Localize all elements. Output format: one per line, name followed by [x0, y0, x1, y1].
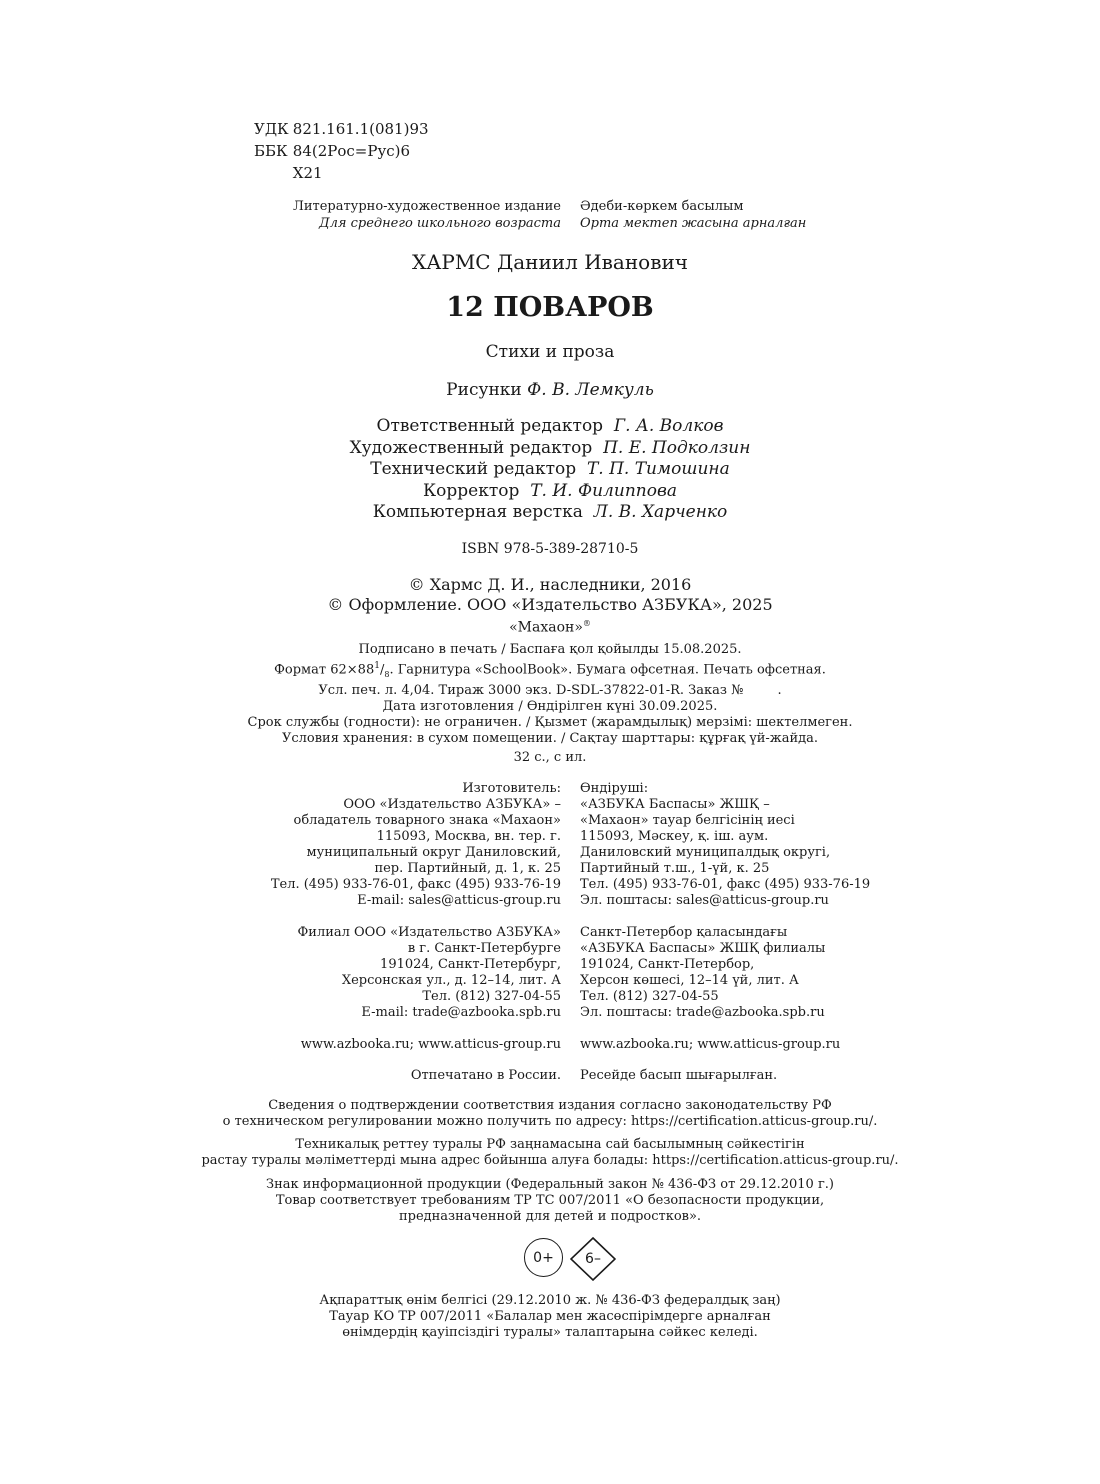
- udk-value: 821.161.1(081)93: [292, 120, 429, 138]
- edition-age-ru: Для среднего школьного возраста: [319, 216, 561, 231]
- book-subtitle: Стихи и проза: [485, 342, 615, 362]
- branch-line: 191024, Санкт-Петербург,: [380, 957, 561, 972]
- illustrations-label: Рисунки: [446, 380, 522, 400]
- format-line: Формат $62\times 88^1/_8$. Гарнитура «SchoolBook». Бумага офсетная. Печать офсетная.: [274, 661, 826, 679]
- edition-age-kz: Орта мектеп жасына арналған: [580, 216, 807, 231]
- manufacturer-ru: [271, 781, 561, 909]
- manufacture-date: Дата изготовления / Өндірілген күні 30.09.2025.: [382, 698, 718, 714]
- branch-line: Херсон көшесі, 12–14 үй, лит. А: [580, 973, 799, 988]
- staff-row: [0, 416, 1100, 438]
- manufacturer-line: «АЗБУКА Баспасы» ЖШҚ –: [580, 797, 770, 812]
- manufacturer-line: Эл. поштасы: sales@atticus-group.ru: [580, 893, 829, 908]
- websites-kz: www.azbooka.ru; www.atticus-group.ru: [580, 1037, 841, 1052]
- manufacturer-line: «Махаон» тауар белгісінің иесі: [580, 813, 795, 828]
- volume-line: Усл. печ. л. 4,04. Тираж 3000 экз. D-SDL-37822-01-R. Заказ № .: [318, 682, 782, 698]
- staff-row: [0, 459, 1100, 481]
- websites-ru: www.azbooka.ru; www.atticus-group.ru: [300, 1037, 561, 1052]
- isbn: ISBN 978-5-389-28710-5: [461, 541, 639, 557]
- branch-line: Эл. поштасы: trade@azbooka.spb.ru: [580, 1005, 825, 1020]
- author-name: ХАРМС Даниил Иванович: [411, 250, 689, 274]
- branch-line: E-mail: trade@azbooka.spb.ru: [361, 1005, 561, 1020]
- manufacturer-line: Тел. (495) 933-76-01, факс (495) 933-76-19: [580, 877, 871, 892]
- staff-name: Г. А. Волков: [613, 416, 724, 436]
- printed-in-ru: Отпечатано в России.: [410, 1068, 561, 1083]
- author-mark: Х21: [292, 164, 323, 182]
- illustrator-name: Ф. В. Лемкуль: [527, 380, 654, 400]
- brand-name: «Махаон»: [509, 619, 583, 636]
- manufacturer-line: Даниловский муниципалдық округі,: [580, 845, 831, 860]
- age-badges: [524, 1237, 618, 1281]
- staff-name: П. Е. Подколзин: [603, 437, 751, 458]
- branch-line: Тел. (812) 327-04-55: [422, 989, 561, 1004]
- staff-role: Компьютерная верстка: [372, 502, 583, 522]
- page-count: 32 с., с ил.: [513, 750, 587, 765]
- staff-name: Т. И. Филиппова: [530, 480, 677, 501]
- storage-conditions: Условия хранения: в сухом помещении. / Сақтау шарттары: құрғақ үй-жайда.: [281, 730, 819, 746]
- service-life: Срок службы (годности): не ограничен. / Қызмет (жарамдылық) мерзімі: шектелмеген.: [247, 714, 853, 730]
- brand-line: [0, 614, 1100, 638]
- manufacturer-line: Партийный т.ш., 1-үй, к. 25: [580, 861, 770, 876]
- edition-type-ru: Литературно-художественное издание: [293, 199, 561, 214]
- branch-ru: [298, 925, 562, 1021]
- printed-in-kz: Ресейде басып шығарылған.: [580, 1068, 778, 1083]
- udk-key: УДК: [254, 120, 289, 138]
- illustrations-credit: [0, 380, 1100, 400]
- age-rating-kz-label: 6–: [585, 1251, 601, 1267]
- registered-mark: ®: [582, 619, 591, 628]
- branch-line: Херсонская ул., д. 12–14, лит. А: [341, 973, 561, 988]
- manufacturer-kz: [580, 781, 870, 909]
- staff-list: [0, 416, 1100, 524]
- staff-role: Художественный редактор: [349, 437, 593, 458]
- staff-name: Л. В. Харченко: [593, 502, 728, 522]
- branch-line: в г. Санкт-Петербурге: [407, 941, 561, 956]
- manufacturer-line: Өндіруші:: [580, 781, 649, 796]
- manufacturer-line: пер. Партийный, д. 1, к. 25: [374, 861, 561, 876]
- manufacturer-line: 115093, Мәскеу, қ. іш. аум.: [580, 829, 769, 844]
- branch-line: «АЗБУКА Баспасы» ЖШҚ филиалы: [580, 941, 826, 956]
- info-sign-ru: Знак информационной продукции (Федеральный закон № 436-ФЗ от 29.12.2010 г.) Товар соответствует требованиям ТР ТС 007/2011 «О безопасности продукции, предназначенной для детей и подростков».: [266, 1177, 834, 1224]
- manufacturer-line: ООО «Издательство АЗБУКА» –: [343, 797, 561, 812]
- book-title: 12 ПОВАРОВ: [446, 292, 654, 323]
- staff-role: Технический редактор: [370, 459, 577, 479]
- branch-line: 191024, Санкт-Петербор,: [580, 957, 755, 972]
- branch-line: Тел. (812) 327-04-55: [580, 989, 719, 1004]
- manufacturer-line: обладатель товарного знака «Махаон»: [293, 813, 561, 828]
- bbk-key: ББК: [254, 142, 288, 160]
- staff-name: Т. П. Тимошина: [586, 459, 730, 479]
- copyright-line: © Оформление. ООО «Издательство АЗБУКА», 2025: [327, 594, 773, 614]
- manufacturer-line: E-mail: sales@atticus-group.ru: [357, 893, 561, 908]
- edition-type-kz: Әдеби-көркем басылым: [580, 199, 744, 214]
- copyright-line: © Хармс Д. И., наследники, 2016: [408, 575, 692, 594]
- info-sign-kz: Ақпараттық өнім белгісі (29.12.2010 ж. № 436-ФЗ федералдық заң) Тауар КО ТР 007/2011 «Балалар мен жасөспірімдерге арналған өнімдердің қауіпсіздігі туралы» талаптарына сәйкес келеді.: [319, 1293, 781, 1340]
- manufacturer-line: 115093, Москва, вн. тер. г.: [376, 829, 561, 844]
- staff-role: Корректор: [423, 480, 520, 501]
- manufacturer-line: Изготовитель:: [462, 781, 561, 796]
- udk-block: [254, 118, 429, 184]
- branch-line: Санкт-Петербор қаласындағы: [580, 925, 788, 940]
- print-info: [0, 642, 1100, 747]
- certification-kz: Техникалық реттеу туралы РФ заңнамасына сай басылымның сәйкестігін растау туралы мәліметтерді мына адрес бойынша алуға болады: https://certification.atticus-group.ru/.: [201, 1137, 899, 1168]
- age-rating-circle: [524, 1238, 563, 1277]
- staff-row: [0, 438, 1100, 460]
- manufacturer-line: муниципальный округ Даниловский,: [306, 845, 561, 860]
- copyright-block: [0, 575, 1100, 638]
- staff-role: Ответственный редактор: [376, 416, 604, 436]
- age-rating-diamond: [570, 1237, 616, 1281]
- bbk-value: 84(2Рос=Рус)6: [292, 142, 411, 160]
- age-rating-label: 0+: [533, 1249, 554, 1266]
- branch-kz: [580, 925, 825, 1021]
- certification-ru: Сведения о подтверждении соответствия издания согласно законодательству РФ о техническом регулировании можно получить по адресу: https://certification.atticus-group.ru/.: [222, 1098, 878, 1129]
- staff-row: [0, 502, 1100, 524]
- branch-line: Филиал ООО «Издательство АЗБУКА»: [297, 925, 561, 940]
- manufacturer-line: Тел. (495) 933-76-01, факс (495) 933-76-19: [270, 877, 561, 892]
- signed-date: Подписано в печать / Баспаға қол қойылды 15.08.2025.: [358, 642, 742, 657]
- staff-row: [0, 481, 1100, 503]
